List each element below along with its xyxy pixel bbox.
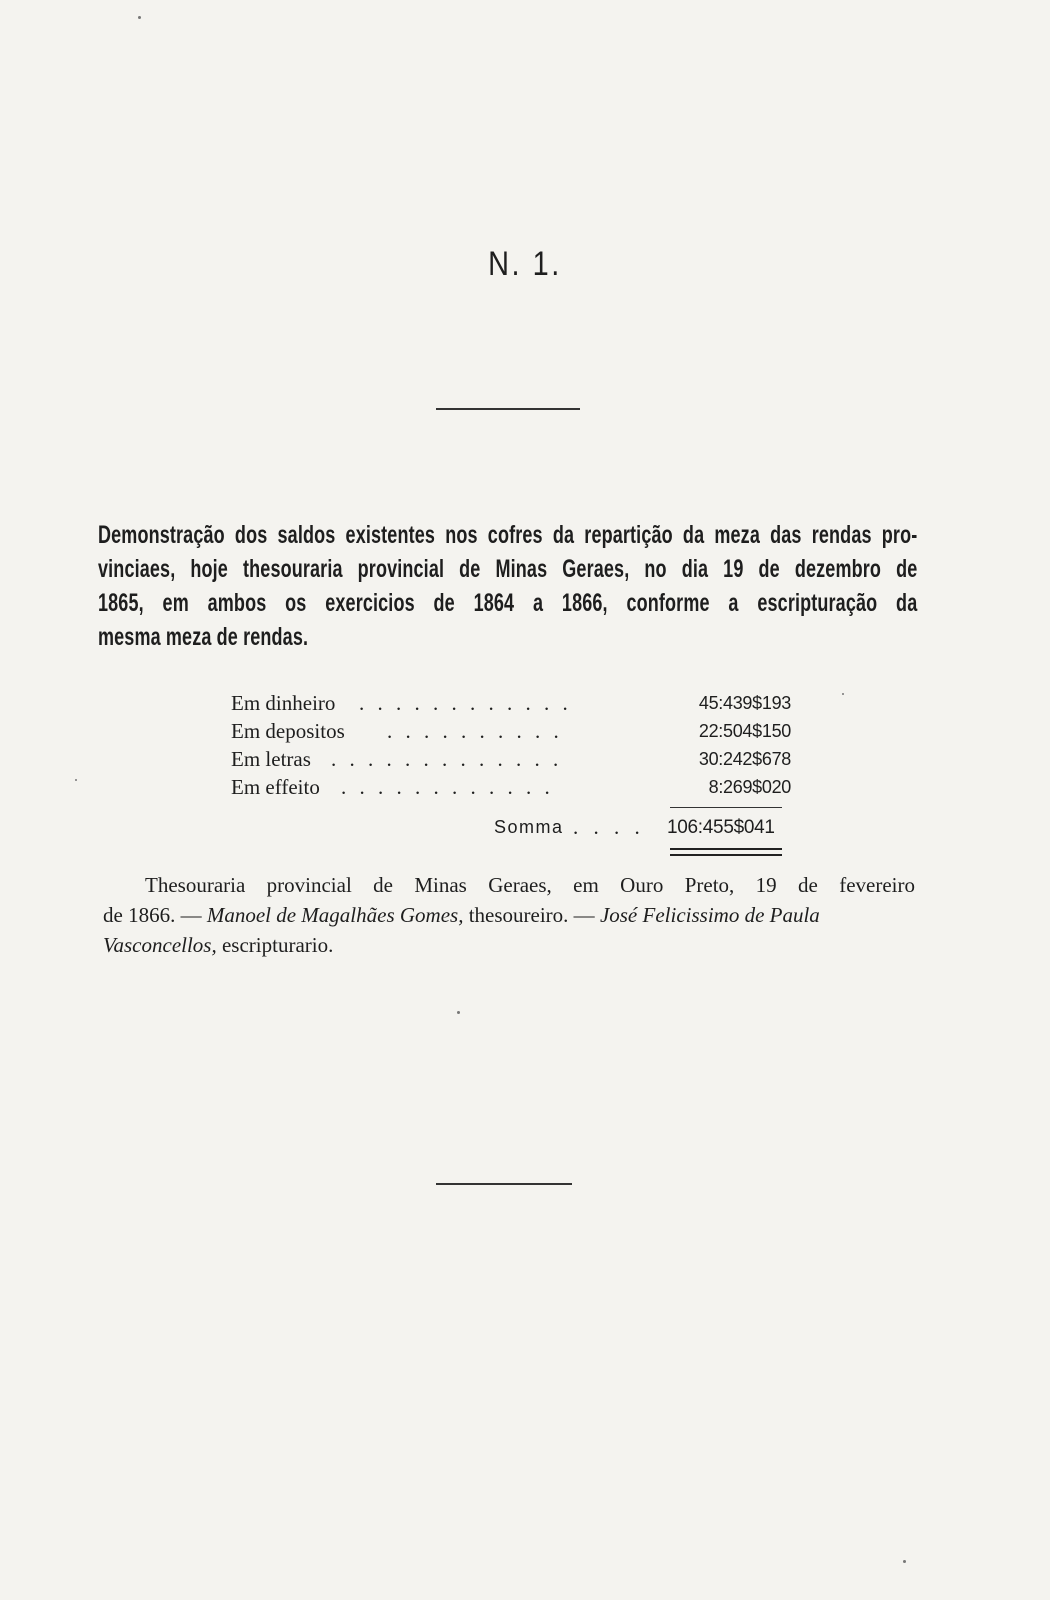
document-heading	[98, 518, 918, 654]
paper-speck	[457, 1011, 460, 1014]
heading-line-4: mesma meza de rendas.	[98, 623, 309, 651]
total-double-rule	[670, 848, 782, 856]
signature-paragraph	[103, 870, 915, 960]
document-number: N. 1.	[488, 245, 562, 283]
footer-line-1: Thesouraria provincial de Minas Geraes, em Ouro Preto, 19 de fevereiro	[145, 873, 915, 897]
ledger-leader-dots: . . . . . . . . . . . .	[359, 691, 572, 715]
paper-speck	[138, 16, 141, 19]
subtotal-rule	[670, 807, 782, 808]
footer-line-3	[103, 930, 915, 960]
ledger-leader-dots: . . . . . . . . . . . . .	[331, 747, 563, 771]
paper-speck	[75, 779, 77, 781]
ledger-total-row	[0, 815, 800, 845]
ledger-value: 8:269$020	[708, 777, 791, 797]
ledger-value: 45:439$193	[698, 693, 791, 713]
signer-role-2: escripturario.	[221, 933, 334, 957]
bottom-divider	[436, 1183, 572, 1185]
ledger-leader-dots: . . . . . . . . . .	[387, 719, 563, 743]
footer-line-2	[103, 900, 915, 930]
total-leader-dots: . . . .	[573, 815, 645, 839]
heading-line-3: 1865, em ambos os exercicios de 1864 a 1866, conforme a escripturação da	[98, 589, 918, 617]
signer-name-2-part2: Vasconcellos,	[103, 933, 217, 957]
signer-name-1: Manoel de Magalhães Gomes,	[206, 903, 464, 927]
paper-speck	[903, 1560, 906, 1563]
ledger-row	[231, 689, 791, 717]
heading-line-1: Demonstração dos saldos existentes nos cofres da repartição da meza das rendas pro-	[98, 521, 918, 549]
ledger-value: 22:504$150	[698, 721, 791, 741]
total-label: Somma	[494, 817, 564, 837]
ledger-value: 30:242$678	[698, 749, 791, 769]
ledger-leader-dots: . . . . . . . . . . . .	[341, 775, 554, 799]
paper-speck	[842, 693, 844, 695]
ledger-label: Em letras	[231, 747, 311, 771]
balance-ledger	[231, 689, 791, 801]
ledger-row	[231, 717, 791, 745]
heading-line-2: vinciaes, hoje thesouraria provincial de Minas Geraes, no dia 19 de dezembro de	[98, 555, 918, 583]
signer-name-2-part1: José Felicissimo de Paula	[599, 903, 820, 927]
top-divider	[436, 408, 580, 410]
total-value: 106:455$041	[667, 817, 775, 838]
ledger-label: Em effeito	[231, 775, 320, 799]
ledger-label: Em dinheiro	[231, 691, 336, 715]
ledger-label: Em depositos	[231, 719, 345, 743]
ledger-row	[231, 773, 791, 801]
ledger-row	[231, 745, 791, 773]
signer-role-1: thesoureiro. —	[468, 903, 595, 927]
footer-date: de 1866. —	[103, 903, 202, 927]
